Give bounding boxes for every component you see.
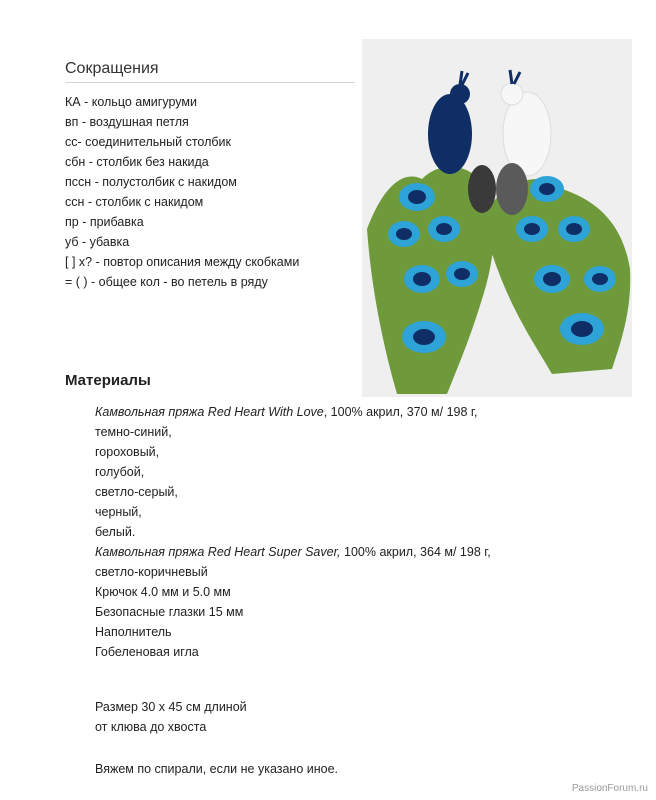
abbreviation-item: [ ] x? - повтор описания между скобками bbox=[65, 255, 300, 269]
material-item: Безопасные глазки 15 мм bbox=[95, 605, 244, 619]
yarn-line bbox=[95, 542, 491, 562]
abbreviation-item: вп - воздушная петля bbox=[65, 115, 189, 129]
color-item: темно-синий, bbox=[95, 425, 172, 439]
watermark: PassionForum.ru bbox=[571, 783, 648, 794]
peacock-photo bbox=[362, 39, 632, 397]
peacock-illustration bbox=[362, 39, 632, 397]
abbreviation-item: пр - прибавка bbox=[65, 215, 144, 229]
color-item: белый. bbox=[95, 525, 136, 539]
spiral-note: Вяжем по спирали, если не указано иное. bbox=[95, 762, 339, 776]
yarn-name: Камвольная пряжа Red Heart Super Saver, bbox=[95, 545, 341, 559]
material-item: Наполнитель bbox=[95, 625, 172, 639]
color-item: светло-серый, bbox=[95, 485, 178, 499]
abbreviations-heading: Сокращения bbox=[65, 60, 159, 77]
color-item: голубой, bbox=[95, 465, 145, 479]
abbreviation-item: сбн - столбик без накида bbox=[65, 155, 209, 169]
materials-heading: Материалы bbox=[65, 372, 151, 389]
yarn-line bbox=[95, 402, 491, 422]
material-item: Гобеленовая игла bbox=[95, 645, 199, 659]
abbreviations-list bbox=[65, 92, 299, 292]
materials-list bbox=[95, 402, 491, 662]
heading-rule bbox=[65, 82, 355, 83]
material-item: Крючок 4.0 мм и 5.0 мм bbox=[95, 585, 231, 599]
abbreviation-item: ссн - столбик с накидом bbox=[65, 195, 204, 209]
yarn-details: 100% акрил, 364 м/ 198 г, bbox=[340, 545, 491, 559]
size-line-2: от клюва до хвоста bbox=[95, 720, 207, 734]
yarn-details: , 100% акрил, 370 м/ 198 г, bbox=[323, 405, 478, 419]
abbreviation-item: сс- соединительный столбик bbox=[65, 135, 232, 149]
abbreviation-item: = ( ) - общее кол - во петель в ряду bbox=[65, 275, 268, 289]
color-item: гороховый, bbox=[95, 445, 160, 459]
abbreviation-item: пссн - полустолбик с накидом bbox=[65, 175, 237, 189]
size-line-1: Размер 30 х 45 см длиной bbox=[95, 700, 247, 714]
material-item: светло-коричневый bbox=[95, 565, 208, 579]
yarn-name: Камвольная пряжа Red Heart With Love bbox=[95, 405, 324, 419]
abbreviation-item: уб - убавка bbox=[65, 235, 130, 249]
color-item: черный, bbox=[95, 505, 142, 519]
abbreviation-item: КА - кольцо амигуруми bbox=[65, 95, 197, 109]
